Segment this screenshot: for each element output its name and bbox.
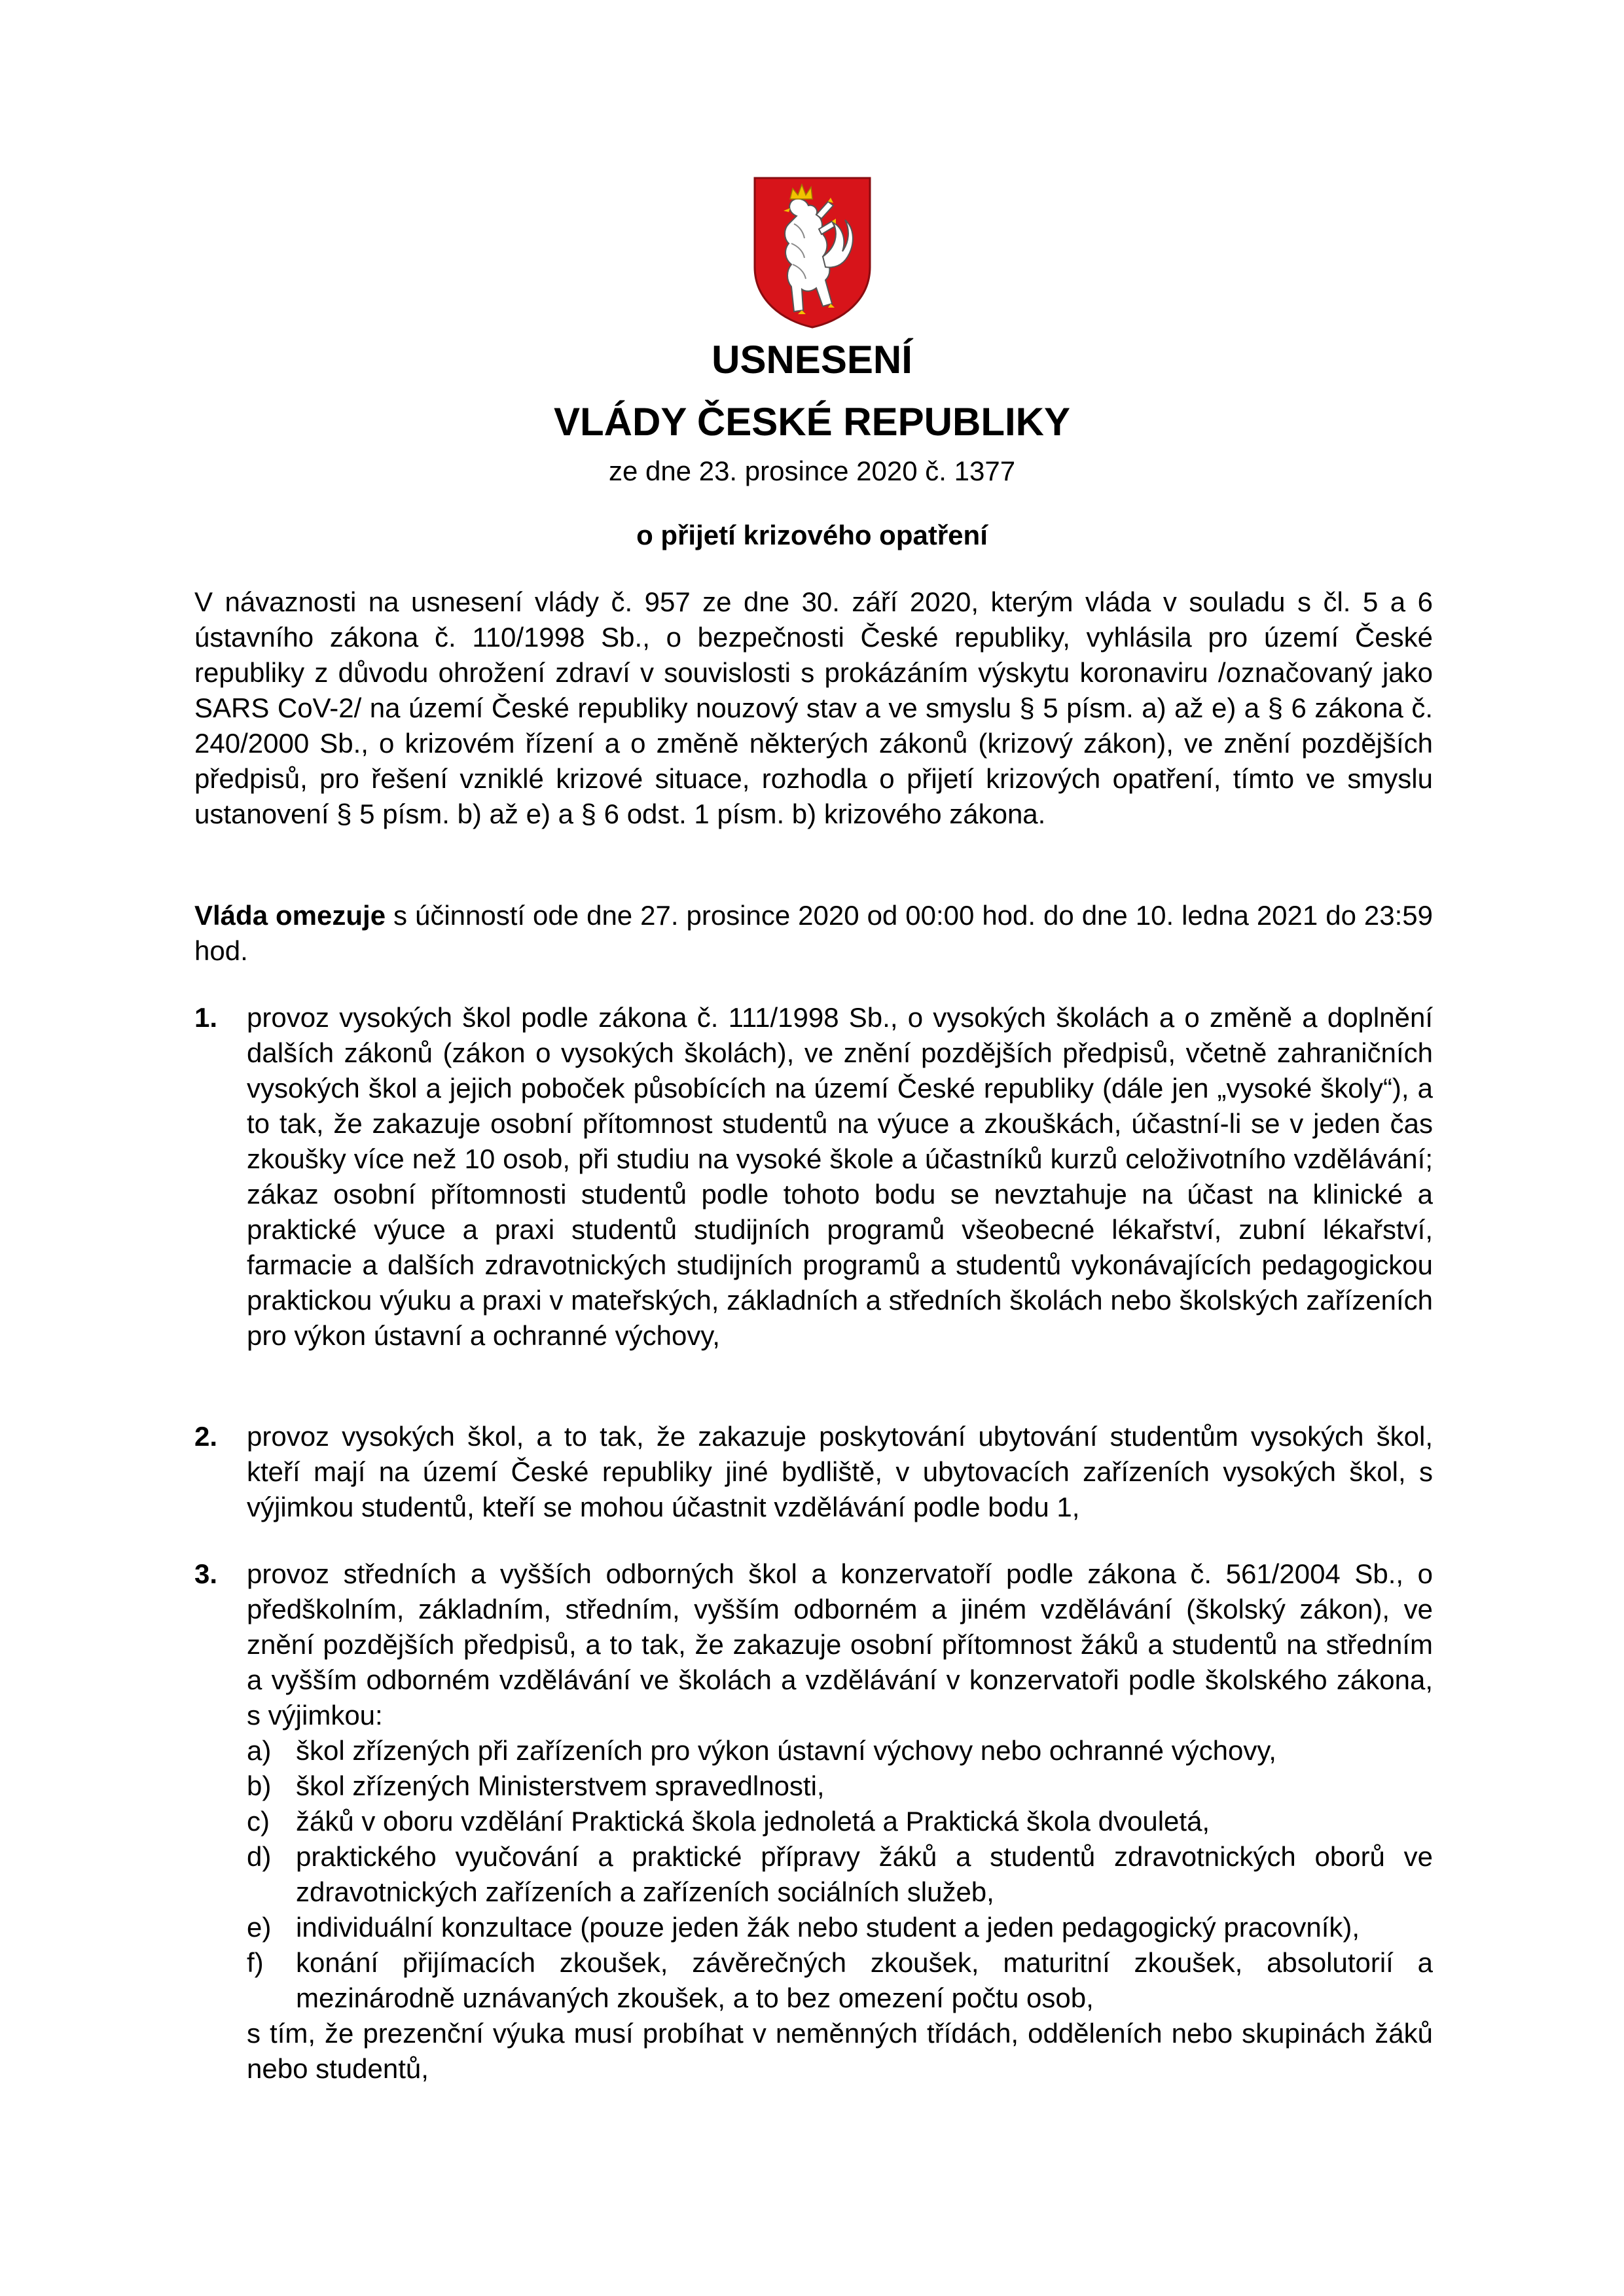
list-item <box>194 1419 1433 1525</box>
sub-list-letter: b) <box>247 1770 272 1801</box>
list-item <box>194 1556 1433 2087</box>
date-line: ze dne 23. prosince 2020 č. 1377 <box>608 456 1016 486</box>
sub-list-text: praktického vyučování a praktické přípravy žáků a studentů zdravotnických oborů ve zdravotnických zařízeních a zařízeních sociálních služeb, <box>296 1841 1433 1907</box>
document-subtitle: VLÁDY ČESKÉ REPUBLIKY <box>553 400 1071 444</box>
sub-list <box>247 1733 1433 2016</box>
sub-list-letter: a) <box>247 1735 272 1766</box>
sub-list-letter: c) <box>247 1806 270 1837</box>
sub-list-item <box>247 1768 1433 1804</box>
decree-lead: Vláda omezuje <box>194 900 386 931</box>
decree-paragraph <box>194 898 1433 969</box>
sub-list-item <box>247 1804 1433 1839</box>
intro-paragraph: V návaznosti na usnesení vlády č. 957 ze dne 30. září 2020, kterým vláda v souladu s čl. 5 a 6 ústavního zákona č. 110/1998 Sb., o bezpečnosti České republiky, vyhlásila pro území České republiky z důvodu ohrožení zdraví v souvislosti s prokázáním výskytu koronaviru /označovaný jako SARS CoV-2/ na území České republiky nouzový stav a ve smyslu § 5 písm. a) až e) a § 6 zákona č. 240/2000 Sb., o krizovém řízení a o změně některých zákonů (krizový zákon), ve znění pozdějších předpisů, pro řešení vzniklé krizové situace, rozhodla o přijetí krizových opatření, tímto ve smyslu ustanovení § 5 písm. b) až e) a § 6 odst. 1 písm. b) krizového zákona. <box>194 586 1433 829</box>
list-item-text: provoz středních a vyšších odborných škol a konzervatoří podle zákona č. 561/2004 Sb., o předškolním, základním, středním, vyšším odborném a jiném vzdělávání (školský zákon), ve znění pozdějších předpisů, a to tak, že zakazuje osobní přítomnost žáků a studentů na středním a vyšším odborném vzdělávání ve školách a vzdělávání v konzervatoři podle školského zákona, s výjimkou: <box>247 1558 1433 1731</box>
sub-list-letter: e) <box>247 1912 272 1943</box>
list-item-text: provoz vysokých škol podle zákona č. 111/1998 Sb., o vysokých školách a o změně a doplnění dalších zákonů (zákon o vysokých školách), ve znění pozdějších předpisů, včetně zahraničních vysokých škol a jejich poboček působících na území České republiky (dále jen „vysoké školy“), a to tak, že zakazuje osobní přítomnost studentů na výuce a zkouškách, účastní-li se v jeden čas zkoušky více než 10 osob, při studiu na vysoké škole a účastníků kurzů celoživotního vzdělávání; zákaz osobní přítomnosti studentů podle tohoto bodu se nevztahuje na účast na klinické a praktické výuce a praxi studentů studijních programů všeobecné lékařství, zubní lékařství, farmacie a dalších zdravotnických studijních programů a studentů vykonávajících pedagogickou praktickou výuku a praxi v mateřských, základních a středních školách nebo školských zařízeních pro výkon ústavní a ochranné výchovy, <box>247 1002 1433 1351</box>
sub-list-text: individuální konzultace (pouze jeden žák nebo student a jeden pedagogický pracovník), <box>296 1912 1360 1943</box>
sub-list-letter: d) <box>247 1841 272 1872</box>
sub-list-item <box>247 1733 1433 1768</box>
sub-list-text: žáků v oboru vzdělání Praktická škola jednoletá a Praktická škola dvouletá, <box>296 1806 1210 1837</box>
document-title: USNESENÍ <box>712 338 912 382</box>
czech-coat-of-arms-icon <box>751 175 874 329</box>
list-item <box>194 1000 1433 1354</box>
list-item-number: 2. <box>194 1421 218 1452</box>
sub-list-item <box>247 1839 1433 1910</box>
list-item-text: provoz vysokých škol, a to tak, že zakazuje poskytování ubytování studentům vysokých škol, kteří mají na území České republiky jiné bydliště, v ubytovacích zařízeních vysokých škol, s výjimkou studentů, kteří se mohou účastnit vzdělávání podle bodu 1, <box>247 1421 1433 1522</box>
sub-list-item <box>247 1910 1433 1945</box>
decree-text: s účinností ode dne 27. prosince 2020 od 00:00 hod. do dne 10. ledna 2021 do 23:59 hod. <box>194 900 1433 966</box>
item-closing-text: s tím, že prezenční výuka musí probíhat v neměnných třídách, odděleních nebo skupinách žáků nebo studentů, <box>247 2018 1433 2084</box>
list-item-number: 3. <box>194 1558 218 1589</box>
sub-list-letter: f) <box>247 1947 264 1978</box>
list-item-number: 1. <box>194 1002 218 1033</box>
document-subject: o přijetí krizového opatření <box>636 520 988 550</box>
sub-list-text: škol zřízených Ministerstvem spravedlnosti, <box>296 1770 825 1801</box>
sub-list-text: konání přijímacích zkoušek, závěrečných zkoušek, maturitní zkoušek, absolutorií a mezinárodně uznávaných zkoušek, a to bez omezení počtu osob, <box>296 1947 1433 2013</box>
sub-list-item <box>247 1945 1433 2016</box>
sub-list-text: škol zřízených při zařízeních pro výkon ústavní výchovy nebo ochranné výchovy, <box>296 1735 1276 1766</box>
